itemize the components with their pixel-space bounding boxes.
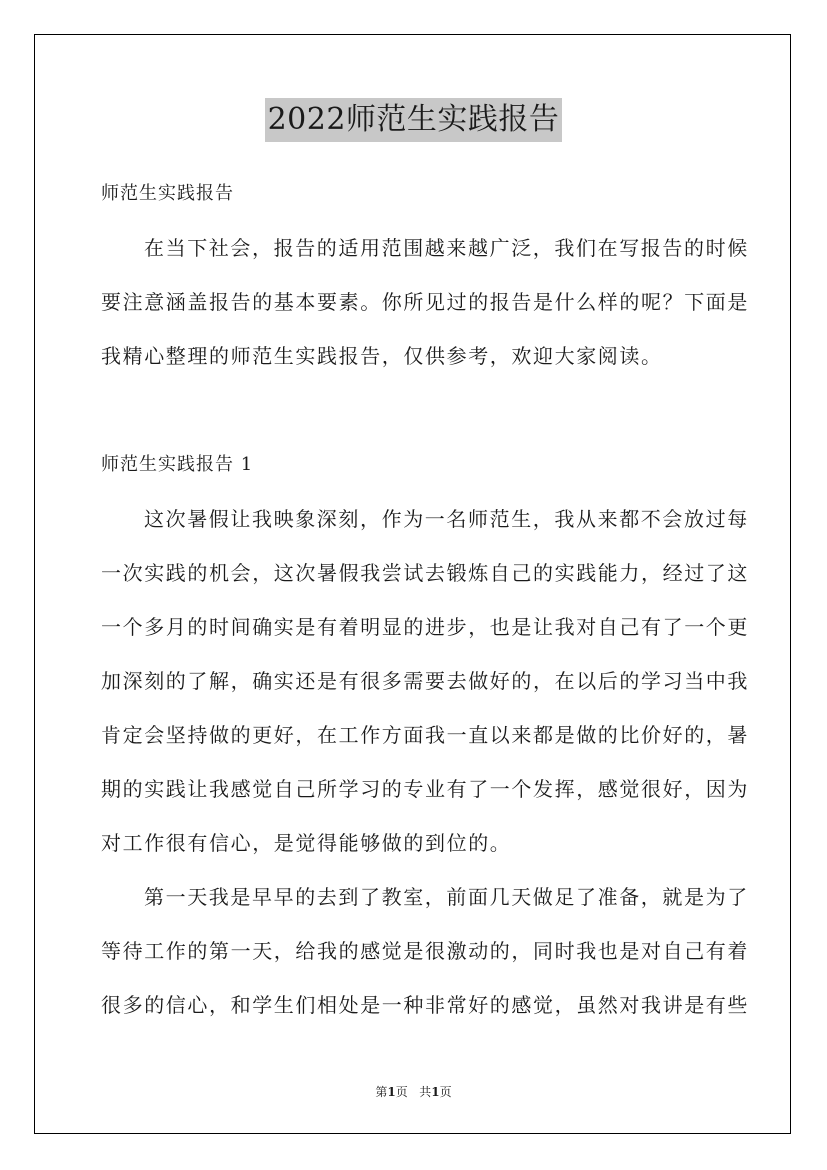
section1-paragraph-1 — [101, 492, 749, 870]
paragraph-line: 要注意涵盖报告的基本要素。你所见过的报告是什么样的呢？下面是 — [101, 290, 749, 314]
paragraph-line: 一次实践的机会，这次暑假我尝试去锻炼自己的实践能力，经过了这 — [101, 561, 749, 585]
paragraph-line: 我精心整理的师范生实践报告，仅供参考，欢迎大家阅读。 — [101, 344, 663, 368]
section1-paragraph-2 — [101, 870, 749, 1032]
footer-page-prefix: 第 — [375, 1085, 388, 1099]
paragraph-line: 肯定会坚持做的更好，在工作方面我一直以来都是做的比价好的，暑 — [101, 723, 749, 747]
paragraph-line: 这次暑假让我映象深刻，作为一名师范生，我从来都不会放过每 — [144, 507, 749, 531]
paragraph-line: 等待工作的第一天，给我的感觉是很激动的，同时我也是对自己有着 — [101, 939, 749, 963]
paragraph-line: 对工作很有信心，是觉得能够做的到位的。 — [101, 831, 512, 855]
footer-page-current: 1 — [387, 1085, 396, 1099]
document-title: 2022师范生实践报告 — [265, 98, 563, 142]
paragraph-line: 一个多月的时间确实是有着明显的进步，也是让我对自己有了一个更 — [101, 615, 749, 639]
page-footer — [0, 1083, 827, 1101]
paragraph-line: 在当下社会，报告的适用范围越来越广泛，我们在写报告的时候 — [144, 236, 749, 260]
title-container — [0, 98, 827, 142]
paragraph-line: 加深刻的了解，确实还是有很多需要去做好的，在以后的学习当中我 — [101, 669, 749, 693]
footer-page-total: 1 — [431, 1085, 440, 1099]
section-heading: 师范生实践报告 1 — [101, 454, 254, 475]
paragraph-line: 第一天我是早早的去到了教室，前面几天做足了准备，就是为了 — [144, 885, 749, 909]
footer-page-suffix: 页 — [439, 1085, 452, 1099]
paragraph-line: 很多的信心，和学生们相处是一种非常好的感觉，虽然对我讲是有些 — [101, 993, 749, 1017]
footer-page-mid: 页 共 — [395, 1085, 432, 1099]
intro-paragraph — [101, 221, 749, 383]
document-subtitle: 师范生实践报告 — [101, 183, 234, 204]
paragraph-line: 期的实践让我感觉自己所学习的专业有了一个发挥，感觉很好，因为 — [101, 777, 749, 801]
